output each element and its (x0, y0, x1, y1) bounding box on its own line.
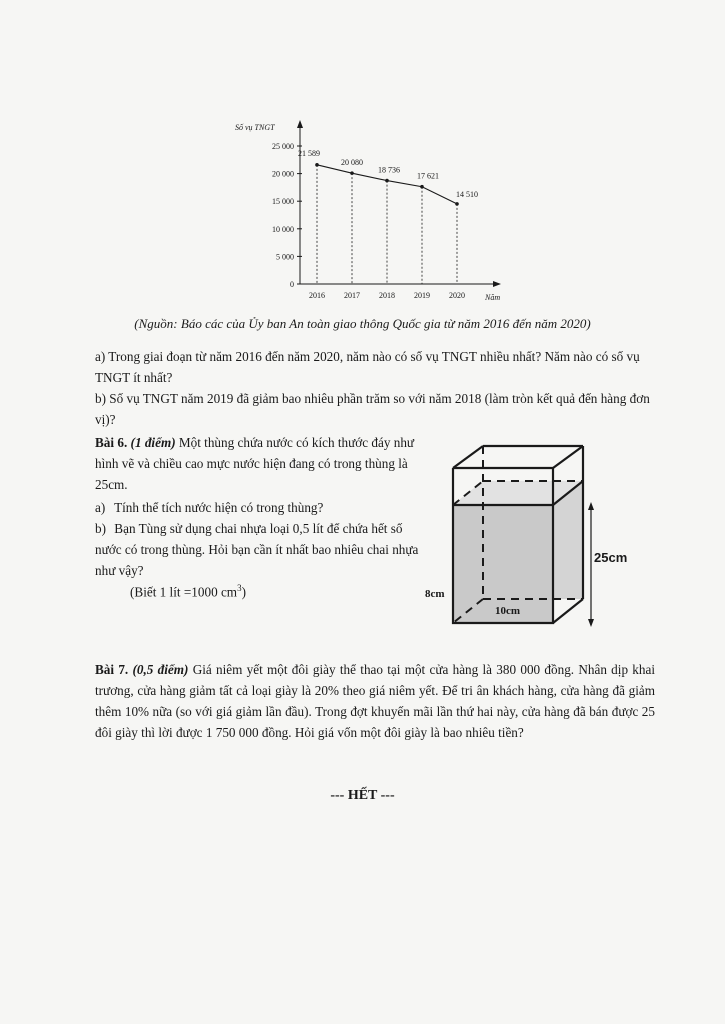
height-arrow-bottom (588, 619, 594, 627)
data-label: 18 736 (378, 165, 400, 175)
y-tick-label: 10 000 (272, 224, 294, 234)
question-b: b) Số vụ TNGT năm 2019 đã giảm bao nhiêu phần trăm so với năm 2018 (làm tròn kết quả đến hàng đơn vị)? (95, 391, 650, 427)
water-tank-figure (425, 440, 635, 630)
bai6-points: (1 điểm) (130, 435, 176, 450)
bai7-title: Bài 7. (95, 662, 129, 677)
x-axis-arrow (493, 281, 501, 287)
y-tick-label: 25 000 (272, 142, 294, 151)
data-point (455, 202, 459, 206)
accident-line-chart (225, 110, 525, 310)
data-point (315, 163, 319, 167)
data-label: 17 621 (417, 171, 439, 181)
height-arrow-top (588, 502, 594, 510)
data-point (420, 185, 424, 189)
data-label: 21 589 (298, 148, 320, 158)
y-tick-label: 15 000 (272, 197, 294, 207)
bai6-part-a (95, 497, 425, 518)
data-point (385, 179, 389, 183)
tank-outline-top-right (553, 446, 583, 468)
height-label: 25cm (594, 550, 628, 565)
bai6-title: Bài 6. (95, 435, 128, 450)
bai6-intro-text: Một thùng chứa nước có kích thước đáy như hình vẽ và chiều cao mực nước hiện đang có trong thùng là 25cm. (95, 435, 415, 492)
x-tick-label: 2020 (449, 291, 465, 300)
x-tick-label: 2019 (414, 291, 430, 300)
depth-label: 8cm (425, 588, 445, 600)
bai6-a-marker: a) (95, 500, 106, 515)
question-a: a) Trong giai đoạn từ năm 2016 đến năm 2020, năm nào có số vụ TNGT nhiều nhất? Năm nào có số vụ TNGT ít nhất? (95, 349, 640, 385)
data-point (350, 171, 354, 175)
y-tick-label: 0 (290, 280, 294, 289)
bai6-b-marker: b) (95, 521, 106, 536)
x-axis-label: Năm (485, 293, 501, 302)
x-tick-label: 2017 (344, 291, 360, 300)
data-label: 20 080 (341, 158, 363, 168)
x-tick-label: 2016 (309, 291, 325, 300)
bai6-b-text: Bạn Tùng sử dụng chai nhựa loại 0,5 lít để chứa hết số nước có trong thùng. Hỏi bạn cần ít nhất bao nhiêu chai nhựa như vậy? (95, 521, 419, 578)
width-label: 10cm (495, 605, 521, 617)
bai7-points: (0,5 điểm) (132, 662, 189, 677)
tank-outline-bottom-right (553, 599, 583, 623)
y-tick-label: 5 000 (276, 252, 294, 262)
bai6-note-prefix: (Biết 1 lít =1000 cm (130, 584, 238, 600)
bai6-unit-note (130, 578, 390, 602)
x-tick-label: 2018 (379, 291, 395, 300)
bai6-part-b (95, 518, 425, 581)
bai7-text: Giá niêm yết một đôi giày thể thao tại một cửa hàng là 380 000 đồng. Nhân dịp khai trương, cửa hàng giảm tất cả loại giày là 20% theo giá niêm yết. Để tri ân khách hàng, cửa hàng đã giảm thêm 10% nữa (so với giá giảm lần đầu). Trong đợt khuyến mãi lần thứ hai này, cửa hàng đã bán được 25 đôi giày thì lời được 1 750 000 đồng. Hỏi giá vốn một đôi giày là bao nhiêu tiền? (95, 662, 656, 740)
data-label: 14 510 (456, 189, 478, 199)
bai6-intro (95, 432, 425, 495)
bai6-a-text: Tính thể tích nước hiện có trong thùng? (114, 500, 324, 515)
tank-outline-top-left (453, 446, 483, 468)
bai6-note-sup: 3 (237, 583, 242, 593)
bai6-note-suffix: ) (241, 584, 246, 600)
end-mark: --- HẾT --- (330, 788, 395, 803)
bai7-paragraph (95, 659, 655, 743)
y-axis-label: Số vụ TNGT (235, 123, 275, 132)
y-axis-arrow (297, 120, 303, 128)
chart-source-note: (Nguồn: Báo các của Ủy ban An toàn giao thông Quốc gia từ năm 2016 đến năm 2020) (134, 316, 591, 331)
y-tick-label: 20 000 (272, 169, 294, 179)
